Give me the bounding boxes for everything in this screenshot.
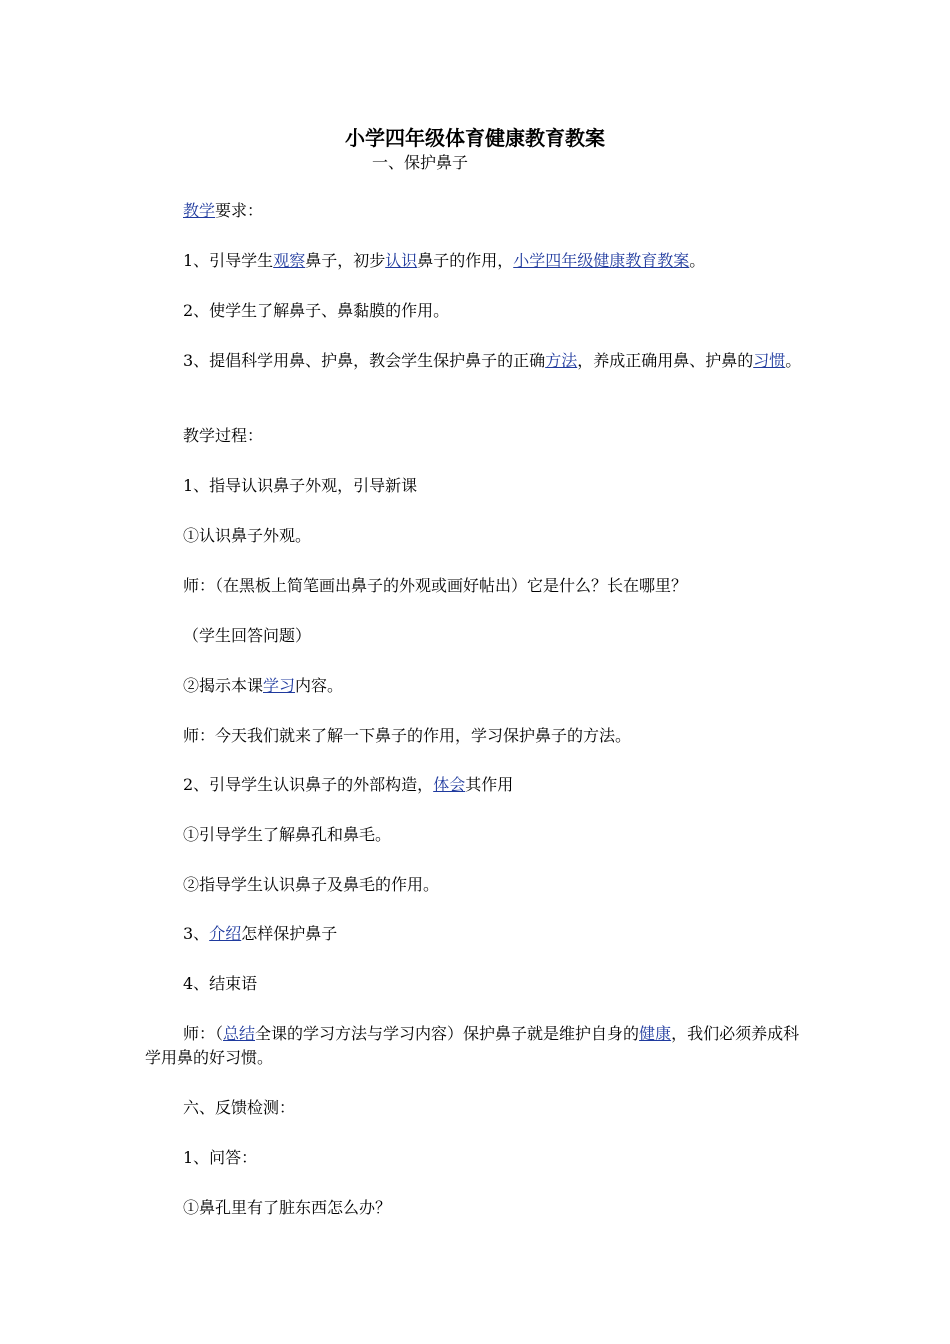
step-1-1: ①认识鼻子外观。 [183, 526, 312, 545]
requirements-heading: 教学要求： [183, 201, 264, 220]
question-1-1: ①鼻孔里有了脏东西怎么办？ [183, 1198, 392, 1217]
link-jieshao[interactable]: 介绍 [209, 924, 242, 943]
step-1: 1、指导认识鼻子外观，引导新课 [183, 476, 418, 495]
requirement-2: 2、使学生了解鼻子、鼻黏膜的作用。 [183, 301, 450, 320]
link-tihui[interactable]: 体会 [433, 775, 466, 794]
process-heading: 教学过程： [183, 426, 264, 445]
students-line: （学生回答问题） [183, 626, 312, 645]
link-zongjie[interactable]: 总结 [223, 1024, 256, 1043]
question-1: 1、问答： [183, 1148, 258, 1167]
link-renshi[interactable]: 认识 [385, 251, 418, 270]
step-2: 2、引导学生认识鼻子的外部构造，体会其作用 [183, 775, 514, 794]
step-4: 4、结束语 [183, 974, 258, 993]
document-title: 小学四年级体育健康教育教案 [345, 126, 605, 150]
link-xiguan[interactable]: 习惯 [753, 351, 786, 370]
link-jiaoxue[interactable]: 教学 [183, 201, 216, 220]
teacher-line-1: 师：（在黑板上简笔画出鼻子的外观或画好帖出）它是什么？长在哪里？ [183, 576, 688, 595]
step-2-2: ②指导学生认识鼻子及鼻毛的作用。 [183, 875, 440, 894]
teacher-line-3: 师：（总结全课的学习方法与学习内容）保护鼻子就是维护自身的健康，我们必须养成科学用鼻的好习惯。 [145, 1024, 800, 1067]
step-3: 3、介绍怎样保护鼻子 [183, 924, 338, 943]
link-jiankang[interactable]: 健康 [639, 1024, 672, 1043]
link-xuexi[interactable]: 学习 [263, 676, 296, 695]
step-1-2: ②揭示本课学习内容。 [183, 676, 344, 695]
requirement-1: 1、引导学生观察鼻子，初步认识鼻子的作用，小学四年级健康教育教案。 [183, 251, 706, 270]
teacher-line-2: 师：今天我们就来了解一下鼻子的作用，学习保护鼻子的方法。 [183, 726, 632, 745]
requirement-3: 3、提倡科学用鼻、护鼻，教会学生保护鼻子的正确方法，养成正确用鼻、护鼻的习惯。 [183, 351, 802, 370]
link-fangfa[interactable]: 方法 [545, 351, 578, 370]
feedback-heading: 六、反馈检测： [183, 1098, 296, 1117]
link-lesson-plan[interactable]: 小学四年级健康教育教案 [513, 251, 690, 270]
step-2-1: ①引导学生了解鼻孔和鼻毛。 [183, 825, 392, 844]
link-guancha[interactable]: 观察 [273, 251, 306, 270]
section-heading: 一、保护鼻子 [372, 153, 469, 172]
